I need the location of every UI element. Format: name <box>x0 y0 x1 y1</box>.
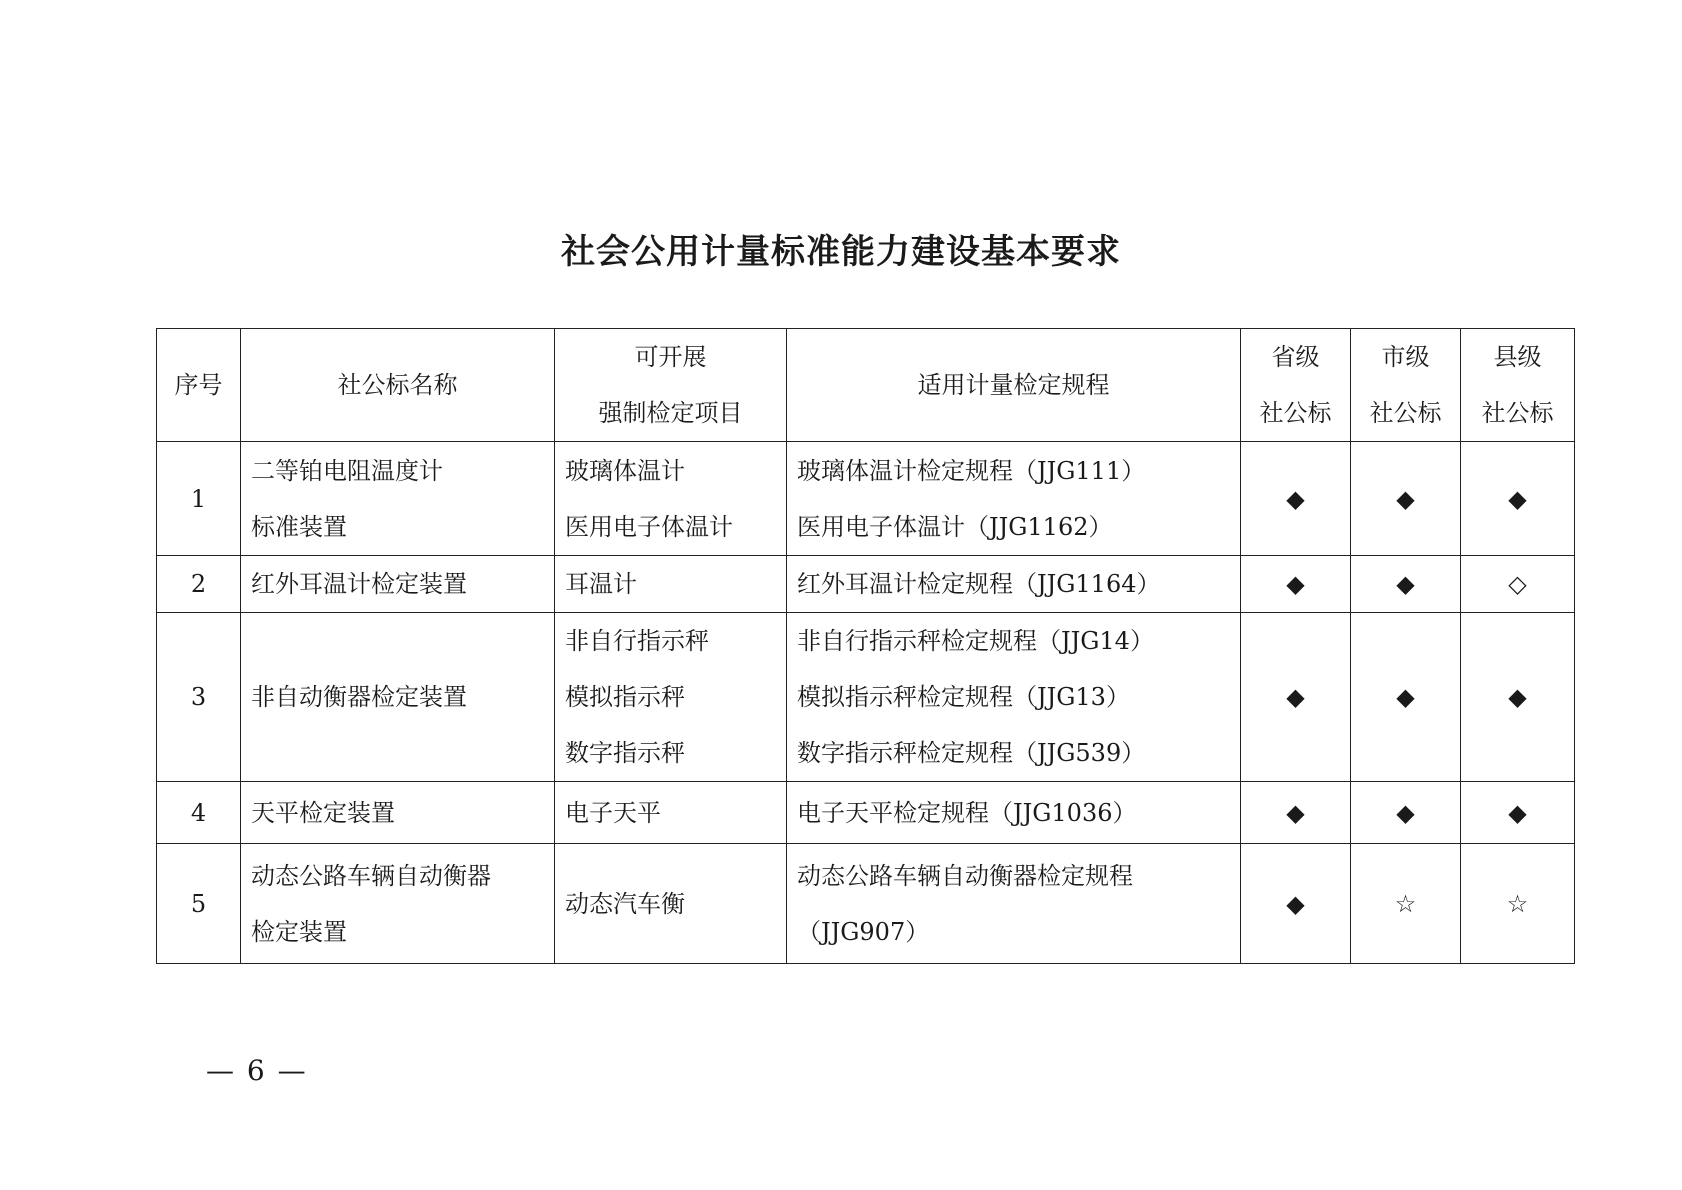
header-city <box>1351 329 1461 442</box>
header-items-line: 强制检定项目 <box>598 399 743 427</box>
row-name <box>241 844 555 964</box>
row-name-line: 标准装置 <box>251 512 347 541</box>
header-prov <box>1241 329 1351 442</box>
row-seq: 1 <box>157 442 241 556</box>
county-mark: ☆ <box>1461 844 1575 964</box>
city-mark: ◆ <box>1351 782 1461 844</box>
prov-mark: ◆ <box>1241 442 1351 556</box>
row-seq: 4 <box>157 782 241 844</box>
prov-mark: ◆ <box>1241 844 1351 964</box>
header-regs: 适用计量检定规程 <box>787 329 1241 442</box>
row-name <box>241 613 555 782</box>
header-prov-line: 社公标 <box>1259 399 1332 427</box>
row-item: 玻璃体温计 <box>565 456 685 485</box>
row-name <box>241 556 555 613</box>
row-item: 数字指示秤 <box>565 739 685 767</box>
row-reg: 非自行指示秤检定规程（JJG14） <box>797 627 1154 655</box>
table-row <box>157 782 1575 844</box>
row-regs <box>787 844 1241 964</box>
city-mark: ◆ <box>1351 556 1461 613</box>
row-regs <box>787 556 1241 613</box>
header-prov-line: 省级 <box>1271 343 1320 371</box>
row-reg: 红外耳温计检定规程（JJG1164） <box>797 570 1161 598</box>
page-number: — 6 — <box>206 1054 308 1087</box>
row-seq: 3 <box>157 613 241 782</box>
city-mark: ◆ <box>1351 613 1461 782</box>
table-row <box>157 442 1575 556</box>
header-name: 社公标名称 <box>241 329 555 442</box>
row-item: 医用电子体温计 <box>565 512 733 541</box>
city-mark: ☆ <box>1351 844 1461 964</box>
row-seq: 2 <box>157 556 241 613</box>
prov-mark: ◆ <box>1241 556 1351 613</box>
row-reg: 电子天平检定规程（JJG1036） <box>797 798 1137 827</box>
document-title: 社会公用计量标准能力建设基本要求 <box>561 232 1121 272</box>
header-county-line: 县级 <box>1493 343 1542 371</box>
row-reg: 医用电子体温计（JJG1162） <box>797 512 1113 541</box>
row-name-line: 非自动衡器检定装置 <box>251 683 467 711</box>
row-items <box>555 613 787 782</box>
row-regs <box>787 613 1241 782</box>
row-name-line: 检定装置 <box>251 917 347 946</box>
row-regs <box>787 782 1241 844</box>
row-name-line: 红外耳温计检定装置 <box>251 570 467 598</box>
row-item: 动态汽车衡 <box>565 889 685 918</box>
row-name <box>241 782 555 844</box>
row-items <box>555 442 787 556</box>
row-item: 模拟指示秤 <box>565 683 685 711</box>
header-items-line: 可开展 <box>634 343 707 371</box>
row-items <box>555 782 787 844</box>
table-row <box>157 556 1575 613</box>
row-reg: 数字指示秤检定规程（JJG539） <box>797 739 1146 767</box>
row-items <box>555 844 787 964</box>
header-items <box>555 329 787 442</box>
table-row <box>157 613 1575 782</box>
header-city-line: 社公标 <box>1369 399 1442 427</box>
row-reg: 动态公路车辆自动衡器检定规程 <box>797 861 1133 890</box>
county-mark: ◆ <box>1461 782 1575 844</box>
row-regs <box>787 442 1241 556</box>
prov-mark: ◆ <box>1241 613 1351 782</box>
table-row <box>157 844 1575 964</box>
prov-mark: ◆ <box>1241 782 1351 844</box>
row-seq: 5 <box>157 844 241 964</box>
row-name-line: 天平检定装置 <box>251 798 395 827</box>
row-items <box>555 556 787 613</box>
row-name <box>241 442 555 556</box>
row-item: 耳温计 <box>565 570 637 598</box>
requirements-table <box>156 328 1575 964</box>
header-county <box>1461 329 1575 442</box>
header-row <box>157 329 1575 442</box>
city-mark: ◆ <box>1351 442 1461 556</box>
row-name-line: 动态公路车辆自动衡器 <box>251 861 491 890</box>
header-seq: 序号 <box>157 329 241 442</box>
row-item: 电子天平 <box>565 798 661 827</box>
row-name-line: 二等铂电阻温度计 <box>251 456 443 485</box>
county-mark: ◆ <box>1461 613 1575 782</box>
row-reg: 玻璃体温计检定规程（JJG111） <box>797 456 1146 485</box>
header-city-line: 市级 <box>1381 343 1430 371</box>
county-mark: ◆ <box>1461 442 1575 556</box>
county-mark: ◇ <box>1461 556 1575 613</box>
header-county-line: 社公标 <box>1481 399 1554 427</box>
row-reg: 模拟指示秤检定规程（JJG13） <box>797 683 1130 711</box>
row-item: 非自行指示秤 <box>565 627 709 655</box>
row-reg: （JJG907） <box>797 917 930 946</box>
